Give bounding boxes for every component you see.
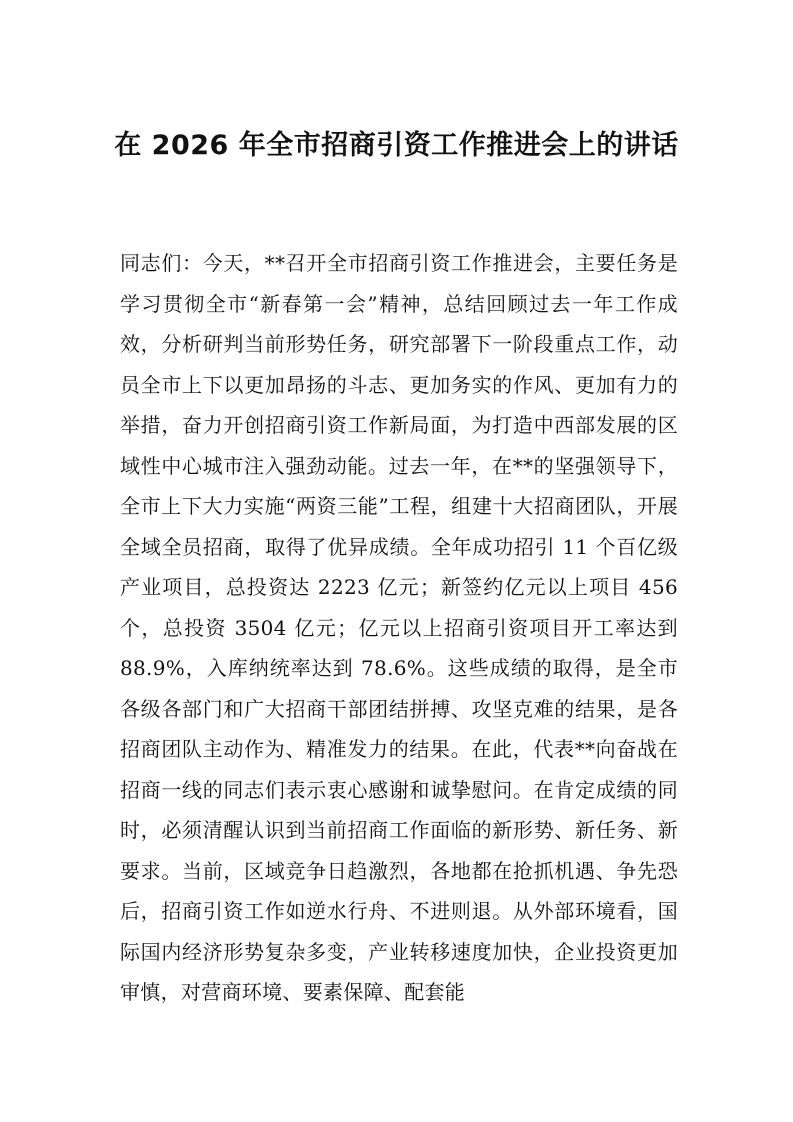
document-body-paragraph: 同志们：今天，**召开全市招商引资工作推进会，主要任务是学习贯彻全市“新春第一会”精神，总结回顾过去一年工作成效，分析研判当前形势任务，研究部署下一阶段重点工作，动员全市上下以更加昂扬的斗志、更加务实的作风、更加有力的举措，奋力开创招商引资工作新局面，为打造中西部发展的区域性中心城市注入强劲动能。过去一年，在**的坚强领导下，全市上下大力实施“两资三能”工程，组建十大招商团队，开展全域全员招商，取得了优异成绩。全年成功招引 11 个百亿级产业项目，总投资达 2223 亿元；新签约亿元以上项目 456 个，总投资 3504 亿元；亿元以上招商引资项目开工率达到 88.9%，入库纳统率达到 78.6%。这些成绩的取得，是全市各级各部门和广大招商干部团结拼搏、攻坚克难的结果，是各招商团队主动作为、精准发力的结果。在此，代表**向奋战在招商一线的同志们表示衷心感谢和诚挚慰问。在肯定成绩的同时，必须清醒认识到当前招商工作面临的新形势、新任务、新要求。当前，区域竞争日趋激烈，各地都在抢抓机遇、争先恐后，招商引资工作如逆水行舟、不进则退。从外部环境看，国际国内经济形势复杂多变，产业转移速度加快，企业投资更加审慎，对营商环境、要素保障、配套能 bbox=[120, 251, 678, 1004]
document-title: 在 2026 年全市招商引资工作推进会上的讲话 bbox=[114, 130, 679, 161]
